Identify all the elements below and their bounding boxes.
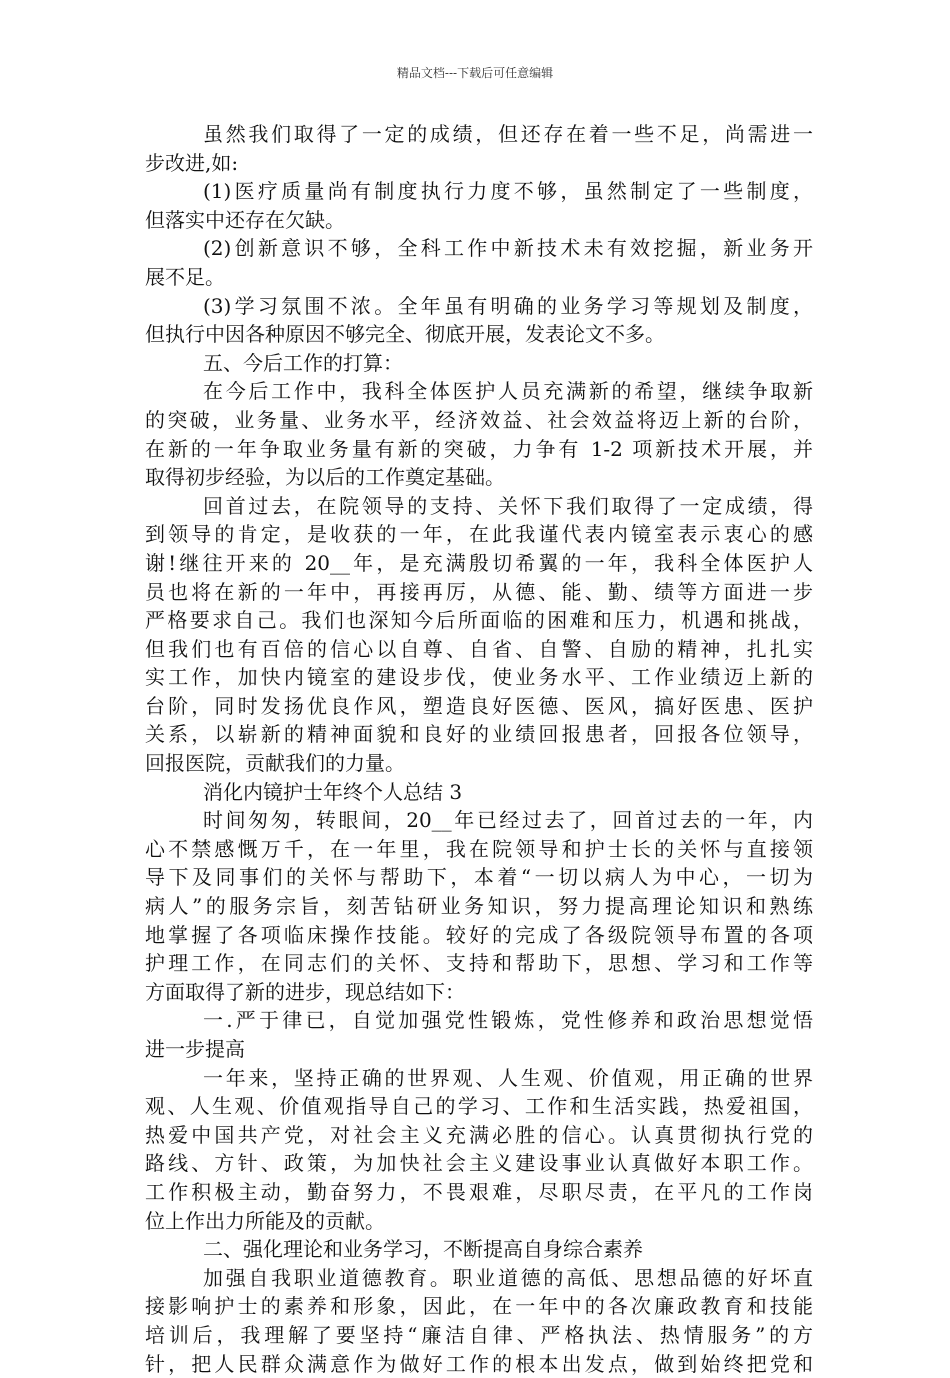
text-line: 进一步提高 xyxy=(145,1037,245,1061)
text-line: 观、人生观、价值观指导自己的学习、工作和生活实践，热爱祖国， xyxy=(145,1094,813,1119)
text-line: 位上作出力所能及的贡献。 xyxy=(145,1208,385,1233)
text-line: (2)创新意识不够，全科工作中新技术未有效挖掘，新业务开 xyxy=(203,236,813,261)
text-line: 热爱中国共产党，对社会主义充满必胜的信心。认真贯彻执行党的 xyxy=(145,1122,813,1147)
text-line: 消化内镜护士年终个人总结 3 xyxy=(203,779,463,804)
text-line: 一.严于律已，自觉加强党性锻炼，党性修养和政治思想觉悟 xyxy=(203,1008,813,1033)
text-line: 病人”的服务宗旨，刻苦钻研业务知识，努力提高理论知识和熟练 xyxy=(145,894,813,919)
text-line: 时间匆匆，转眼间，20__年已经过去了，回首过去的一年，内 xyxy=(203,808,813,833)
text-line: 台阶，同时发扬优良作风，塑造良好医德、医风，搞好医患、医护 xyxy=(145,693,813,718)
text-line: 工作积极主动，勤奋努力，不畏艰难，尽职尽责，在平凡的工作岗 xyxy=(145,1179,813,1204)
text-line: (3)学习氛围不浓。全年虽有明确的业务学习等规划及制度， xyxy=(203,293,813,318)
text-line: 接影响护士的素养和形象，因此，在一年中的各次廉政教育和技能 xyxy=(145,1294,813,1319)
text-line: 实工作，加快内镜室的建设步伐，使业务水平、工作业绩迈上新的 xyxy=(145,665,813,690)
text-line: 严格要求自己。我们也深知今后所面临的困难和压力，机遇和挑战， xyxy=(145,608,813,633)
text-line: 到领导的肯定，是收获的一年，在此我谨代表内镜室表示衷心的感 xyxy=(145,522,813,547)
text-line: 但我们也有百倍的信心以自尊、自省、自警、自励的精神，扎扎实 xyxy=(145,636,813,661)
text-line: 虽然我们取得了一定的成绩，但还存在着一些不足，尚需进一 xyxy=(203,122,813,146)
text-line: 护理工作，在同志们的关怀、支持和帮助下，思想、学习和工作等 xyxy=(145,951,813,976)
text-line: 关系，以崭新的精神面貌和良好的业绩回报患者，回报各位领导， xyxy=(145,722,813,747)
text-line: 培训后，我理解了要坚持“廉洁自律、严格执法、热情服务”的方 xyxy=(145,1322,813,1347)
text-line: 回报医院，贡献我们的力量。 xyxy=(145,751,405,776)
text-line: 针，把人民群众满意作为做好工作的根本出发点，做到始终把党和 xyxy=(145,1351,813,1376)
text-line: 但执行中因各种原因不够完全、彻底开展，发表论文不多。 xyxy=(145,322,665,347)
text-line: 回首过去，在院领导的支持、关怀下我们取得了一定成绩，得 xyxy=(203,493,813,518)
text-line: 的突破，业务量、业务水平，经济效益、社会效益将迈上新的台阶， xyxy=(145,407,813,432)
text-line: 步改进,如: xyxy=(145,150,239,175)
text-line: 加强自我职业道德教育。职业道德的高低、思想品德的好坏直 xyxy=(203,1265,813,1290)
page-header: 精品文档---下载后可任意编辑 xyxy=(396,66,554,80)
text-line: 展不足。 xyxy=(145,264,225,289)
text-line: 在新的一年争取业务量有新的突破，力争有 1-2 项新技术开展，并 xyxy=(145,436,813,461)
text-line: 导下及同事们的关怀与帮助下，本着“一切以病人为中心，一切为 xyxy=(145,865,813,890)
document-body xyxy=(145,120,813,1378)
text-line: 取得初步经验，为以后的工作奠定基础。 xyxy=(145,465,505,490)
text-line: 谢!继往开来的 20__年，是充满殷切希翼的一年，我科全体医护人 xyxy=(145,550,813,575)
text-line: (1)医疗质量尚有制度执行力度不够，虽然制定了一些制度， xyxy=(203,179,813,204)
text-line: 但落实中还存在欠缺。 xyxy=(145,207,345,232)
text-line: 地掌握了各项临床操作技能。较好的完成了各级院领导布置的各项 xyxy=(145,922,813,947)
text-line: 路线、方针、政策，为加快社会主义建设事业认真做好本职工作。 xyxy=(145,1151,813,1176)
text-line: 一年来，坚持正确的世界观、人生观、价值观，用正确的世界 xyxy=(203,1065,813,1090)
text-line: 五、今后工作的打算： xyxy=(203,350,403,375)
text-line: 方面取得了新的进步，现总结如下： xyxy=(145,979,465,1004)
text-line: 员也将在新的一年中，再接再厉，从德、能、勤、绩等方面进一步 xyxy=(145,579,813,604)
text-line: 心不禁感慨万千，在一年里，我在院领导和护士长的关怀与直接领 xyxy=(145,836,813,861)
text-line: 在今后工作中，我科全体医护人员充满新的希望，继续争取新 xyxy=(203,379,813,404)
text-line: 二、强化理论和业务学习，不断提高自身综合素养 xyxy=(203,1237,643,1262)
